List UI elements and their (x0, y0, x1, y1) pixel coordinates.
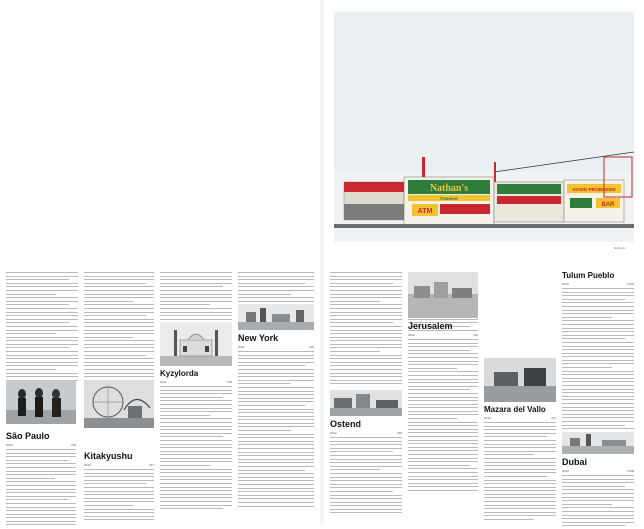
entry-title-jerusalem: Jerusalem (408, 321, 453, 331)
text-column-kyzylorda (160, 386, 232, 512)
entry-title-ostend: Ostend (330, 419, 362, 429)
entry-title-kyzylorda: Kyzylorda (160, 369, 199, 378)
photo-credit: Nathan's (614, 246, 626, 250)
entry-code: 739 (70, 443, 76, 447)
entry-year: 2012 (84, 463, 91, 467)
entry-code: 738 (396, 431, 402, 435)
photo-kyzylorda (160, 322, 232, 366)
right-page (324, 0, 644, 525)
entry-meta-tulum-pueblo (562, 282, 634, 286)
famous-sign: Famous (440, 196, 458, 201)
photo-mazara-del-vallo (484, 358, 556, 402)
left-page (0, 0, 320, 525)
right-text-column-1 (330, 272, 402, 387)
photo-kitakyushu (84, 380, 154, 428)
bar-sign: BAR (601, 202, 615, 208)
text-column-tulum-pueblo (562, 288, 634, 443)
text-column-ostend (330, 437, 402, 516)
entry-code: 735 (308, 345, 314, 349)
entry-year: 2012 (330, 431, 337, 435)
entry-code: 740 (472, 333, 478, 337)
text-column-kitakyushu (84, 469, 154, 523)
entry-title-new-york: New York (238, 333, 279, 343)
entry-year: 2013 (484, 416, 491, 420)
entry-code: 736 (226, 380, 232, 384)
entry-meta-new-york (238, 345, 314, 349)
entry-year: 2013 (562, 282, 569, 286)
nathans-sign: Nathan's (429, 183, 469, 194)
entry-code: 741 (550, 416, 556, 420)
entry-year: 2012 (6, 443, 13, 447)
entry-year: 2012 (408, 333, 415, 337)
entry-code: 737 (148, 463, 154, 467)
entry-year: 2013 (562, 469, 569, 473)
entry-meta-jerusalem (408, 333, 478, 337)
text-column-mazara-del-vallo (484, 422, 556, 523)
text-column-1 (6, 272, 78, 387)
photo-ostend (330, 390, 402, 416)
entry-title-dubai: Dubai (562, 457, 588, 467)
entry-meta-kitakyushu (84, 463, 154, 467)
photo-new-york (238, 304, 314, 330)
entry-year: 2011 (160, 380, 167, 384)
entry-meta-kyzylorda (160, 380, 232, 384)
entry-title-kitakyushu: Kitakyushu (84, 451, 133, 461)
entry-meta-ostend (330, 431, 402, 435)
entry-title-sao-paulo: São Paulo (6, 431, 50, 441)
entry-title-tulum-pueblo: Tulum Pueblo (562, 271, 615, 280)
photo-dubai (562, 432, 634, 454)
entry-code: 741A (626, 282, 634, 286)
entry-year: 2011 (238, 345, 245, 349)
text-column-new-york (238, 351, 314, 509)
photo-sao-paulo (6, 380, 76, 424)
text-column-2 (84, 272, 154, 387)
avoid-problems-sign: AVOID PROBLEMS (572, 188, 616, 193)
entry-meta-mazara-del-vallo (484, 416, 556, 420)
photo-coney-island-panorama (334, 12, 634, 242)
text-column-4 (238, 272, 314, 308)
entry-meta-sao-paulo (6, 443, 76, 447)
text-column-jerusalem (408, 339, 478, 494)
text-column-dubai (562, 475, 634, 529)
entry-code: 741B (626, 469, 634, 473)
photo-jerusalem (408, 272, 478, 318)
entry-title-mazara-del-vallo: Mazara del Vallo (484, 405, 546, 414)
atm-sign: ATM (417, 208, 433, 215)
entry-meta-dubai (562, 469, 634, 473)
text-column-sao-paulo (6, 449, 76, 528)
